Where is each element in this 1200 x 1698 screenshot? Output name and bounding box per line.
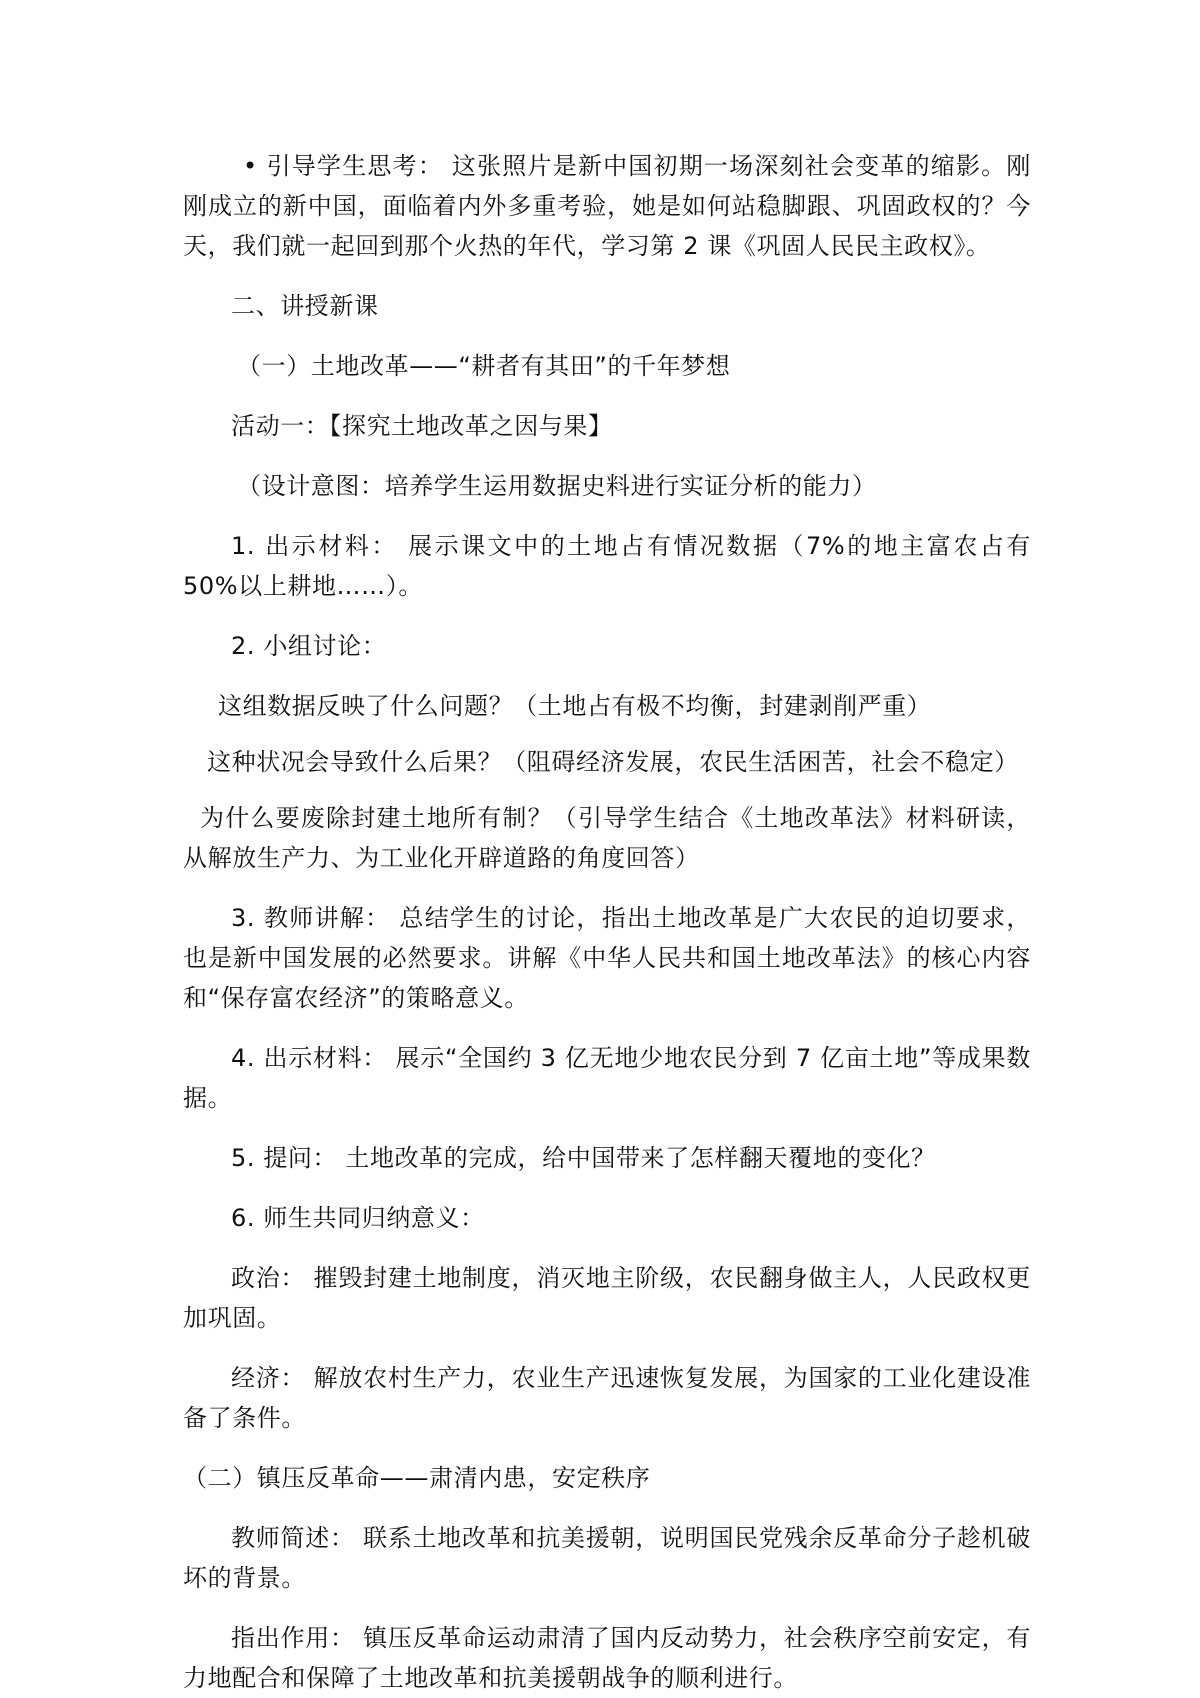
step-1-show-material: 1. 出示材料： 展示课文中的土地占有情况数据（7%的地主富农占有 50%以上耕地……）。	[183, 532, 1031, 600]
step-4-show-results: 4. 出示材料： 展示“全国约 3 亿无地少地农民分到 7 亿亩土地”等成果数据。	[183, 1044, 1031, 1112]
section-heading-teaching: 二、讲授新课	[231, 292, 379, 320]
subsection-heading-suppression: （二）镇压反革命——肃清内患，安定秩序	[183, 1464, 651, 1492]
step-2-group-discussion: 2. 小组讨论：	[231, 632, 387, 660]
subsection-heading-land-reform: （一）土地改革——“耕者有其田”的千年梦想	[237, 352, 731, 380]
step-3-teacher-explanation: 3. 教师讲解： 总结学生的讨论，指出土地改革是广大农民的迫切要求，也是新中国发展的必然要求。讲解《中华人民共和国土地改革法》的核心内容和“保存富农经济”的策略意义。	[183, 904, 1031, 1012]
teacher-brief: 教师简述： 联系土地改革和抗美援朝，说明国民党残余反革命分子趁机破坏的背景。	[183, 1524, 1031, 1592]
design-intent: （设计意图：培养学生运用数据史料进行实证分析的能力）	[237, 472, 877, 500]
significance-politics: 政治： 摧毁封建土地制度，消灭地主阶级，农民翻身做主人，人民政权更加巩固。	[183, 1264, 1031, 1332]
intro-paragraph: • 引导学生思考： 这张照片是新中国初期一场深刻社会变革的缩影。刚刚成立的新中国，面临着内外多重考验，她是如何站稳脚跟、巩固政权的？今天，我们就一起回到那个火热的年代，学习第 2 课《巩固人民民主政权》。	[183, 152, 1031, 260]
discussion-question-1: 这组数据反映了什么问题？（土地占有极不均衡，封建剥削严重）	[218, 692, 932, 720]
document-body	[183, 146, 1031, 1698]
significance-economy: 经济： 解放农村生产力，农业生产迅速恢复发展，为国家的工业化建设准备了条件。	[183, 1364, 1031, 1432]
discussion-question-2: 这种状况会导致什么后果？（阻碍经济发展，农民生活困苦，社会不稳定）	[207, 748, 1019, 776]
activity-heading: 活动一：【探究土地改革之因与果】	[231, 412, 613, 440]
discussion-question-3: 为什么要废除封建土地所有制？（引导学生结合《土地改革法》材料研读，从解放生产力、为工业化开辟道路的角度回答）	[183, 804, 1031, 872]
step-5-question: 5. 提问： 土地改革的完成，给中国带来了怎样翻天覆地的变化？	[231, 1144, 936, 1172]
step-6-summary: 6. 师生共同归纳意义：	[231, 1204, 485, 1232]
suppression-effect: 指出作用： 镇压反革命运动肃清了国内反动势力，社会秩序空前安定，有力地配合和保障了土地改革和抗美援朝战争的顺利进行。	[183, 1624, 1031, 1692]
